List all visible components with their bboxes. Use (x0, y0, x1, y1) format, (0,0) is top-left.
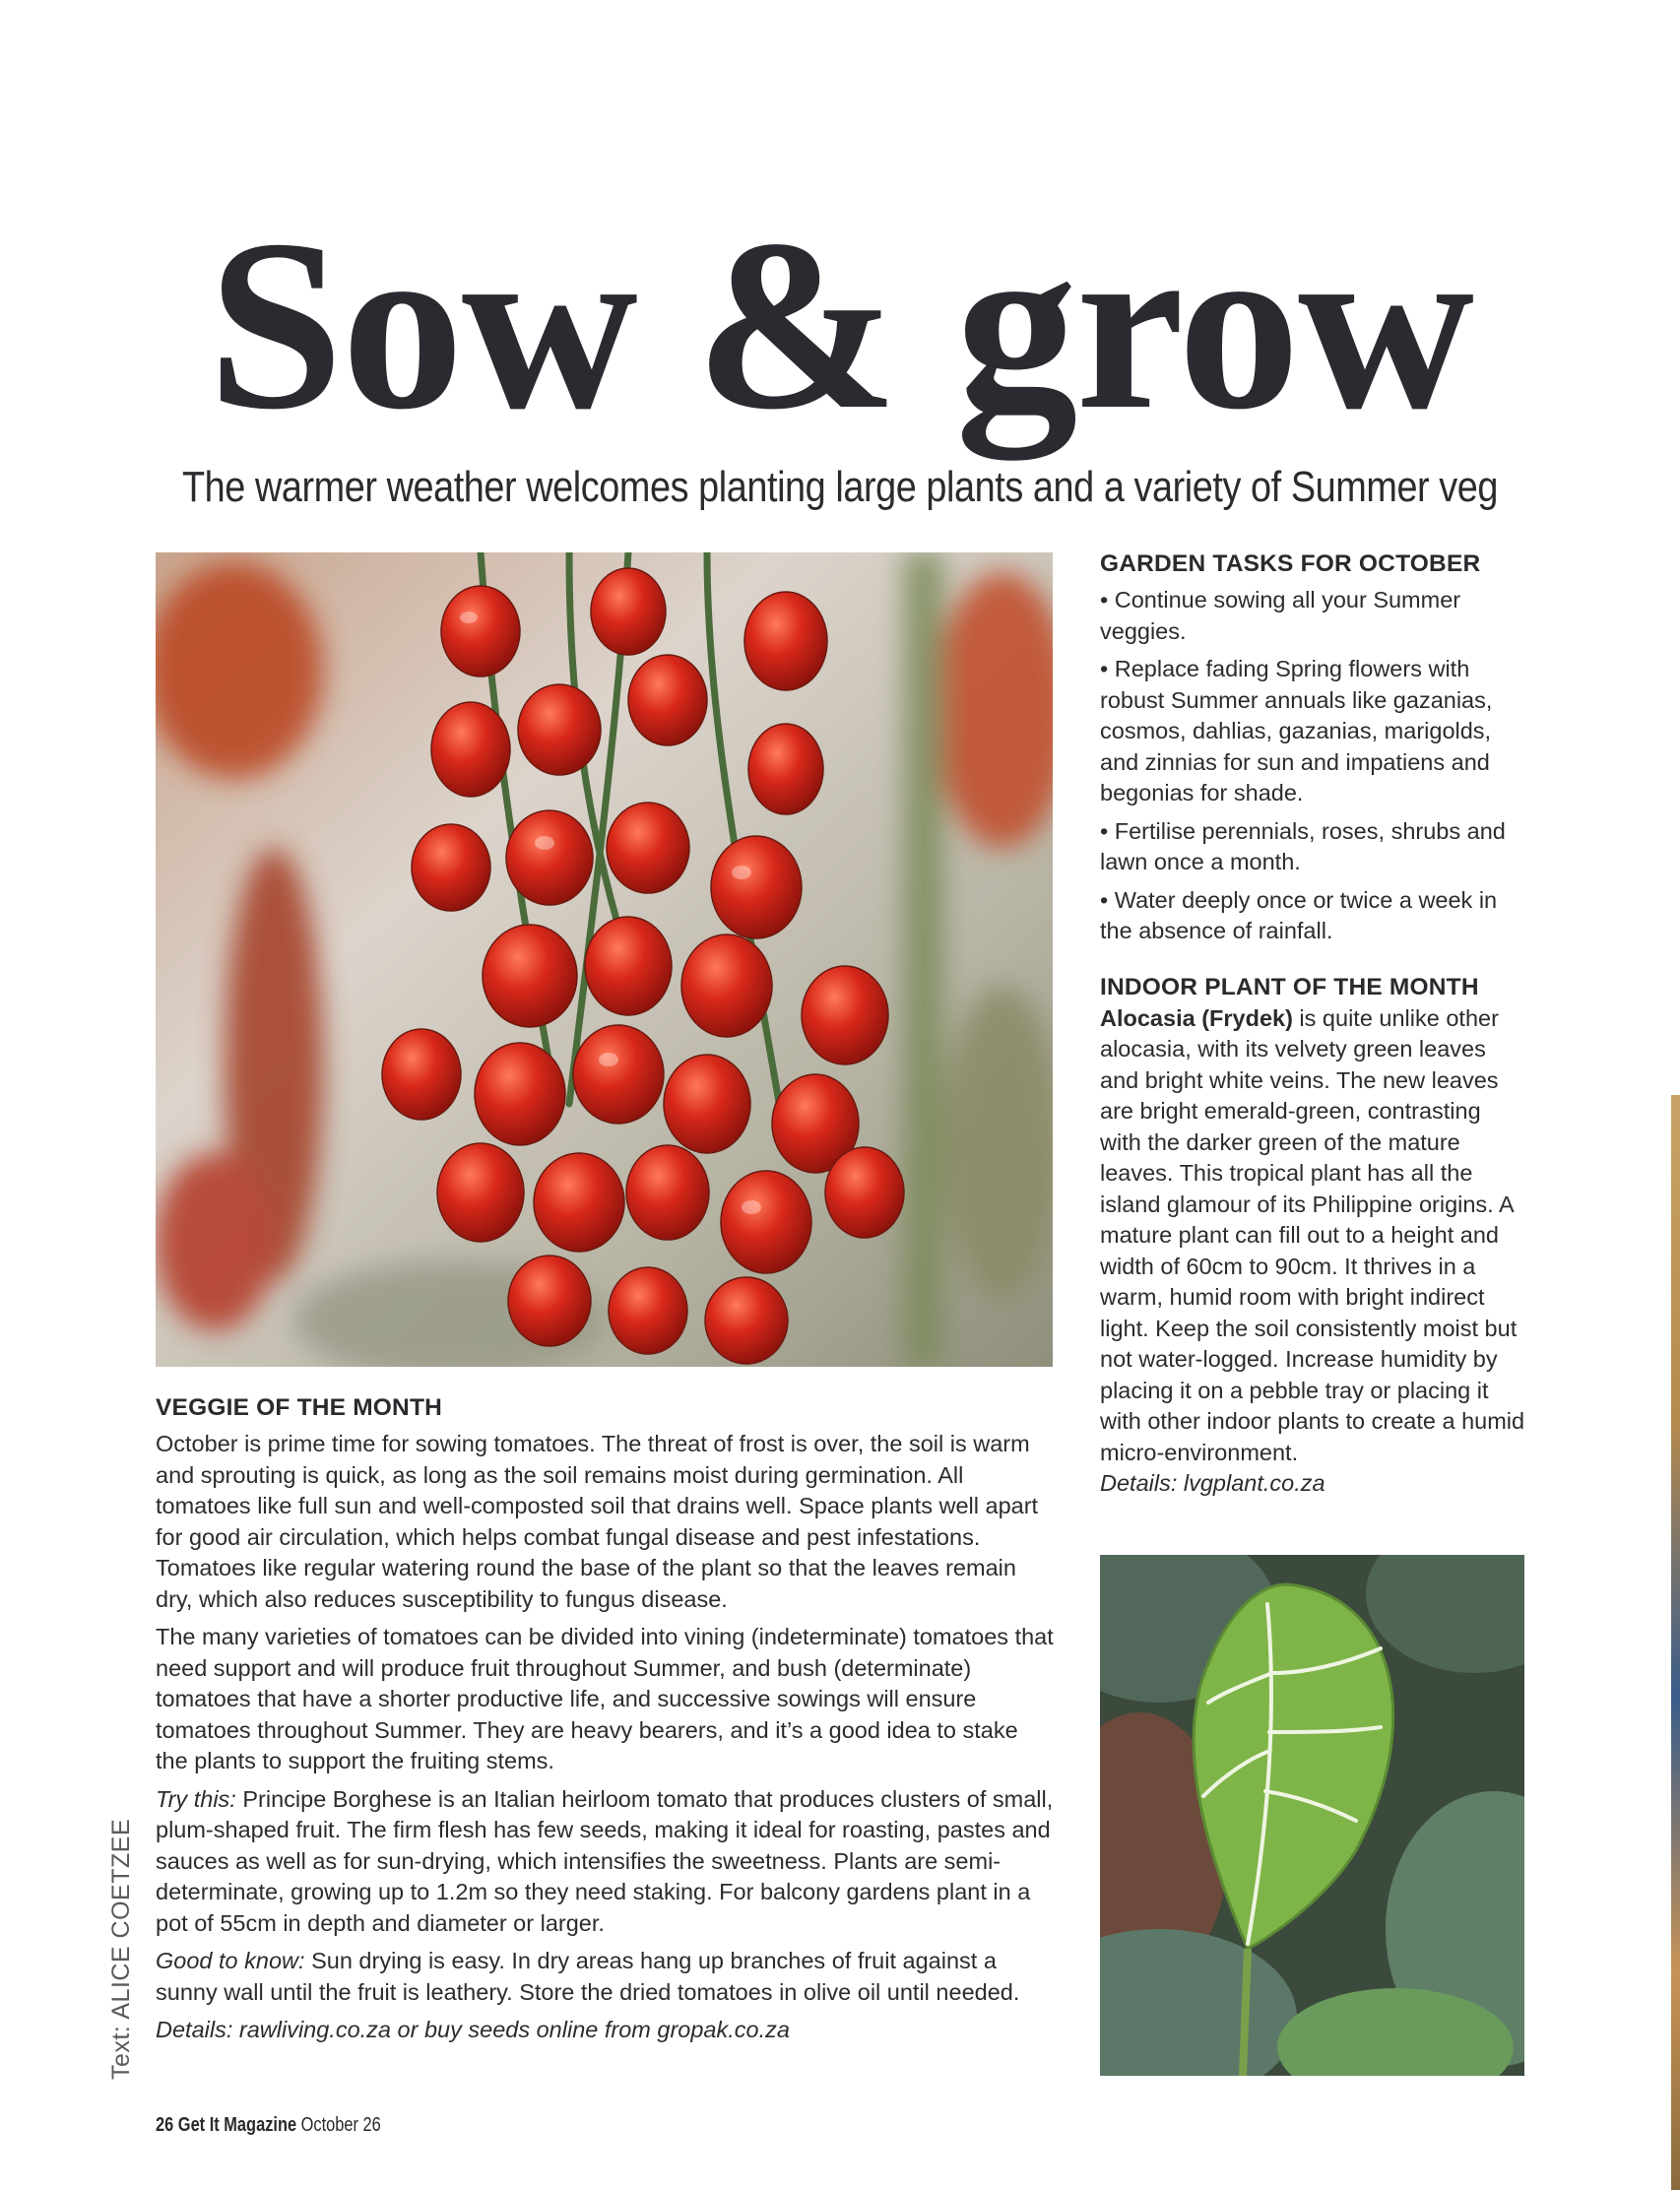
page-footer (156, 2112, 381, 2138)
right-column (1100, 548, 1527, 1507)
veggie-of-the-month-section (156, 1392, 1054, 2053)
page-title: Sow & grow (207, 189, 1473, 460)
task-item: • Continue sowing all your Summer veggies. (1100, 587, 1461, 644)
issue-label: October 26 (300, 2114, 381, 2136)
plant-description: is quite unlike other alocasia, with its velvety green leaves and bright white veins. The new leaves are bright emerald-green, contrasting with the darker green of the mature leaves. This tropical plant has all the island glamour of its Philippine origins. A mature plant can fill out to a height and width of 60cm to 90cm. It thrives in a warm, humid room with bright indirect light. Keep the soil consistently moist but not water-logged. Increase humidity by placing it on a pebble tray or placing it with other indoor plants to create a humid micro-environment. (1100, 1004, 1525, 1465)
good-to-know-text: Sun drying is easy. In dry areas hang up branches of fruit against a sunny wall until the fruit is leathery. Store the dried tomatoes in olive oil until needed. (156, 1948, 1020, 2005)
indoor-details: Details: lvgplant.co.za (1100, 1470, 1325, 1496)
veggie-details: Details: rawliving.co.za or buy seeds online from gropak.co.za (156, 2017, 790, 2042)
adjacent-page-edge (1671, 1095, 1680, 2190)
veggie-try-this (156, 1784, 1054, 1940)
alocasia-photo (1100, 1555, 1524, 2076)
tomato-photo (156, 552, 1053, 1367)
task-item: • Water deeply once or twice a week in the absence of rainfall. (1100, 886, 1498, 943)
page-subtitle: The warmer weather welcomes planting large plants and a variety of Summer veg (181, 463, 1499, 511)
garden-tasks-heading: GARDEN TASKS FOR OCTOBER (1100, 550, 1481, 577)
indoor-plant-heading: INDOOR PLANT OF THE MONTH (1100, 973, 1479, 1000)
try-this-label: Try this: (156, 1785, 236, 1812)
magazine-name: Get It Magazine (177, 2114, 297, 2136)
veggie-heading: VEGGIE OF THE MONTH (156, 1394, 443, 1421)
good-to-know-label: Good to know: (156, 1948, 305, 1973)
page-number: 26 (156, 2114, 174, 2136)
task-item: • Fertilise perennials, roses, shrubs and lawn once a month. (1100, 817, 1506, 874)
plant-name: Alocasia (Frydek) (1100, 1004, 1293, 1031)
task-item: • Replace fading Spring flowers with robust Summer annuals like gazanias, cosmos, dahlias, gazanias, marigolds, and zinnias for sun and impatiens and begonias for shade. (1100, 656, 1493, 805)
veggie-paragraph-1: October is prime time for sowing tomatoes. The threat of frost is over, the soil is warm and sprouting is quick, as long as the soil remains moist during germination. All tomatoes like full sun and well-composted soil that drains well. Space plants well apart for good air circulation, which helps combat fungal disease and pest infestations. Tomatoes like regular watering round the base of the plant so that the leaves remain dry, which also reduces susceptibility to fungus disease. (156, 1431, 1039, 1612)
indoor-plant-text (1100, 1003, 1527, 1469)
try-this-text: Principe Borghese is an Italian heirloom tomato that produces clusters of small, plum-shaped fruit. The firm flesh has few seeds, making it ideal for roasting, pastes and sauces as well as for sun-drying, which intensifies the sweetness. Plants are semi-determinate, growing up to 1.2m so they need staking. For balcony gardens plant in a pot of 55cm in depth and diameter or larger. (156, 1785, 1054, 1936)
veggie-good-to-know (156, 1946, 1054, 2008)
veggie-paragraph-2: The many varieties of tomatoes can be divided into vining (indeterminate) tomatoes that need support and will produce fruit throughout Summer, and bush (determinate) tomatoes that have a shorter productive life, and successive sowings will ensure tomatoes throughout Summer. They are heavy bearers, and it’s a good idea to stake the plants to support the fruiting stems. (156, 1624, 1054, 1773)
author-credit: Text: ALICE COETZEE (107, 1818, 135, 2080)
